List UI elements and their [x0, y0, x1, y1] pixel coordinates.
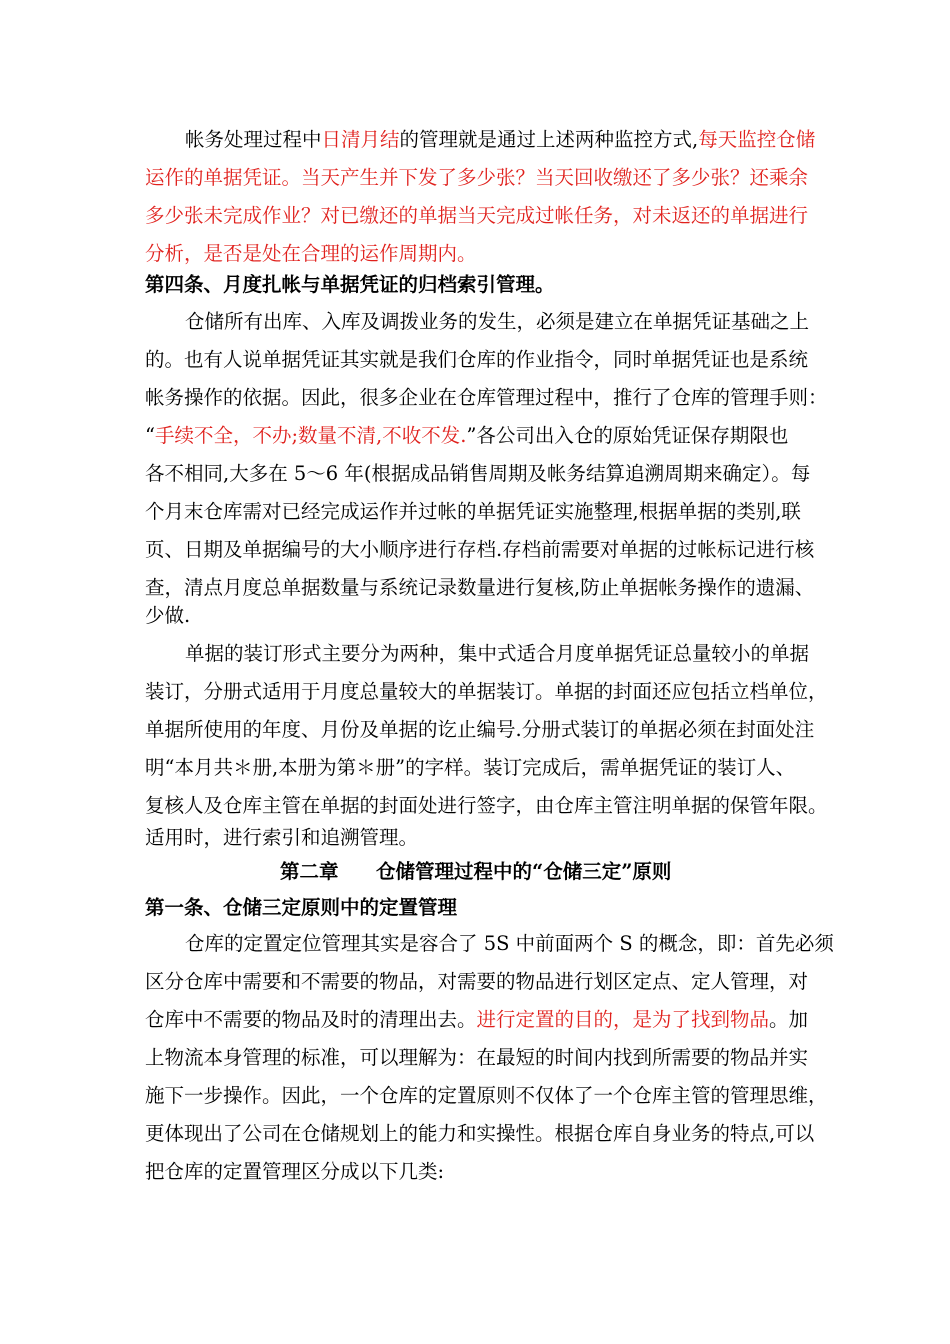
text-segment: 帐务处理过程中: [185, 128, 322, 151]
paragraph-4-line-4: 上物流本身管理的标准，可以理解为：在最短的时间内找到所需要的物品并实: [145, 1046, 809, 1069]
paragraph-3-line-2: 装订，分册式适用于月度总量较大的单据装订。单据的封面还应包括立档单位，: [145, 680, 828, 703]
paragraph-4-line-3: [145, 1008, 808, 1032]
highlight-text: 每天监控仓储: [698, 128, 816, 151]
paragraph-4-line-1: 仓库的定置定位管理其实是容合了 5S 中前面两个 S 的概念，即：首先必须: [185, 932, 834, 955]
paragraph-1-line-2: 运作的单据凭证。当天产生并下发了多少张？当天回收缴还了多少张？还乘余: [145, 166, 809, 189]
paragraph-2-line-7: 页、日期及单据编号的大小顺序进行存档.存档前需要对单据的过帐标记进行核: [145, 538, 815, 561]
paragraph-4-line-6: 更体现出了公司在仓储规划上的能力和实操性。根据仓库自身业务的特点,可以: [145, 1122, 815, 1145]
paragraph-3-line-4: 明“本月共＊册,本册为第＊册”的字样。装订完成后，需单据凭证的装订人、: [145, 756, 796, 779]
paragraph-3-line-6: 适用时，进行索引和追溯管理。: [145, 826, 419, 849]
highlight-text: 进行定置的目的，是为了找到物品: [476, 1008, 770, 1031]
paragraph-2-line-5: 各不相同,大多在 5～6 年(根据成品销售周期及帐务结算追溯周期来确定）。每: [145, 462, 811, 485]
chapter-number: 第二章: [280, 860, 339, 883]
paragraph-3-line-1: 单据的装订形式主要分为两种，集中式适合月度单据凭证总量较小的单据: [185, 642, 810, 665]
paragraph-2-line-9: 少做.: [145, 604, 191, 627]
paragraph-1-line-1: [185, 128, 815, 152]
paragraph-3-line-5: 复核人及仓库主管在单据的封面处进行签字，由仓库主管注明单据的保管年限。: [145, 794, 828, 817]
paragraph-2-line-3: 帐务操作的依据。因此，很多企业在仓库管理过程中，推行了仓库的管理手则：: [145, 386, 828, 409]
paragraph-1-line-4: 分析，是否是处在合理的运作周期内。: [145, 242, 477, 265]
section-heading-4: 第四条、月度扎帐与单据凭证的归档索引管理。: [145, 273, 555, 296]
paragraph-4-line-5: 施下一步操作。因此，一个仓库的定置原则不仅体了一个仓库主管的管理思维，: [145, 1084, 828, 1107]
text-segment: 仓库中不需要的物品及时的清理出去。: [145, 1008, 477, 1031]
paragraph-2-line-6: 个月末仓库需对已经完成运作并过帐的单据凭证实施整理,根据单据的类别,联: [145, 500, 801, 523]
paragraph-1-line-3: 多少张未完成作业？对已缴还的单据当天完成过帐任务，对未返还的单据进行: [145, 204, 809, 227]
paragraph-2-line-1: 仓储所有出库、入库及调拨业务的发生，必须是建立在单据凭证基础之上: [185, 310, 810, 333]
highlight-text: 日清月结: [321, 128, 400, 151]
paragraph-4-line-7: 把仓库的定置管理区分成以下几类:: [145, 1160, 445, 1183]
paragraph-2-line-4: [145, 424, 788, 448]
paragraph-2-line-8: 查，清点月度总单据数量与系统记录数量进行复核,防止单据帐务操作的遗漏、: [145, 576, 815, 599]
text-segment: ”各公司出入仓的原始凭证保存期限也: [466, 424, 789, 447]
highlight-text: 手续不全，不办;数量不清,不收不发.: [154, 424, 467, 447]
paragraph-2-line-2: 的。也有人说单据凭证其实就是我们仓库的作业指令，同时单据凭证也是系统: [145, 348, 809, 371]
chapter-title: 仓储管理过程中的“仓储三定”原则: [376, 860, 672, 883]
text-segment: 的管理就是通过上述两种监控方式,: [399, 128, 699, 151]
paragraph-4-line-2: 区分仓库中需要和不需要的物品，对需要的物品进行划区定点、定人管理，对: [145, 970, 809, 993]
paragraph-3-line-3: 单据所使用的年度、月份及单据的讫止编号.分册式装订的单据必须在封面处注: [145, 718, 815, 741]
text-segment: 。加: [769, 1008, 809, 1031]
section-heading-1: 第一条、仓储三定原则中的定置管理: [145, 896, 458, 919]
text-segment: “: [145, 424, 155, 447]
